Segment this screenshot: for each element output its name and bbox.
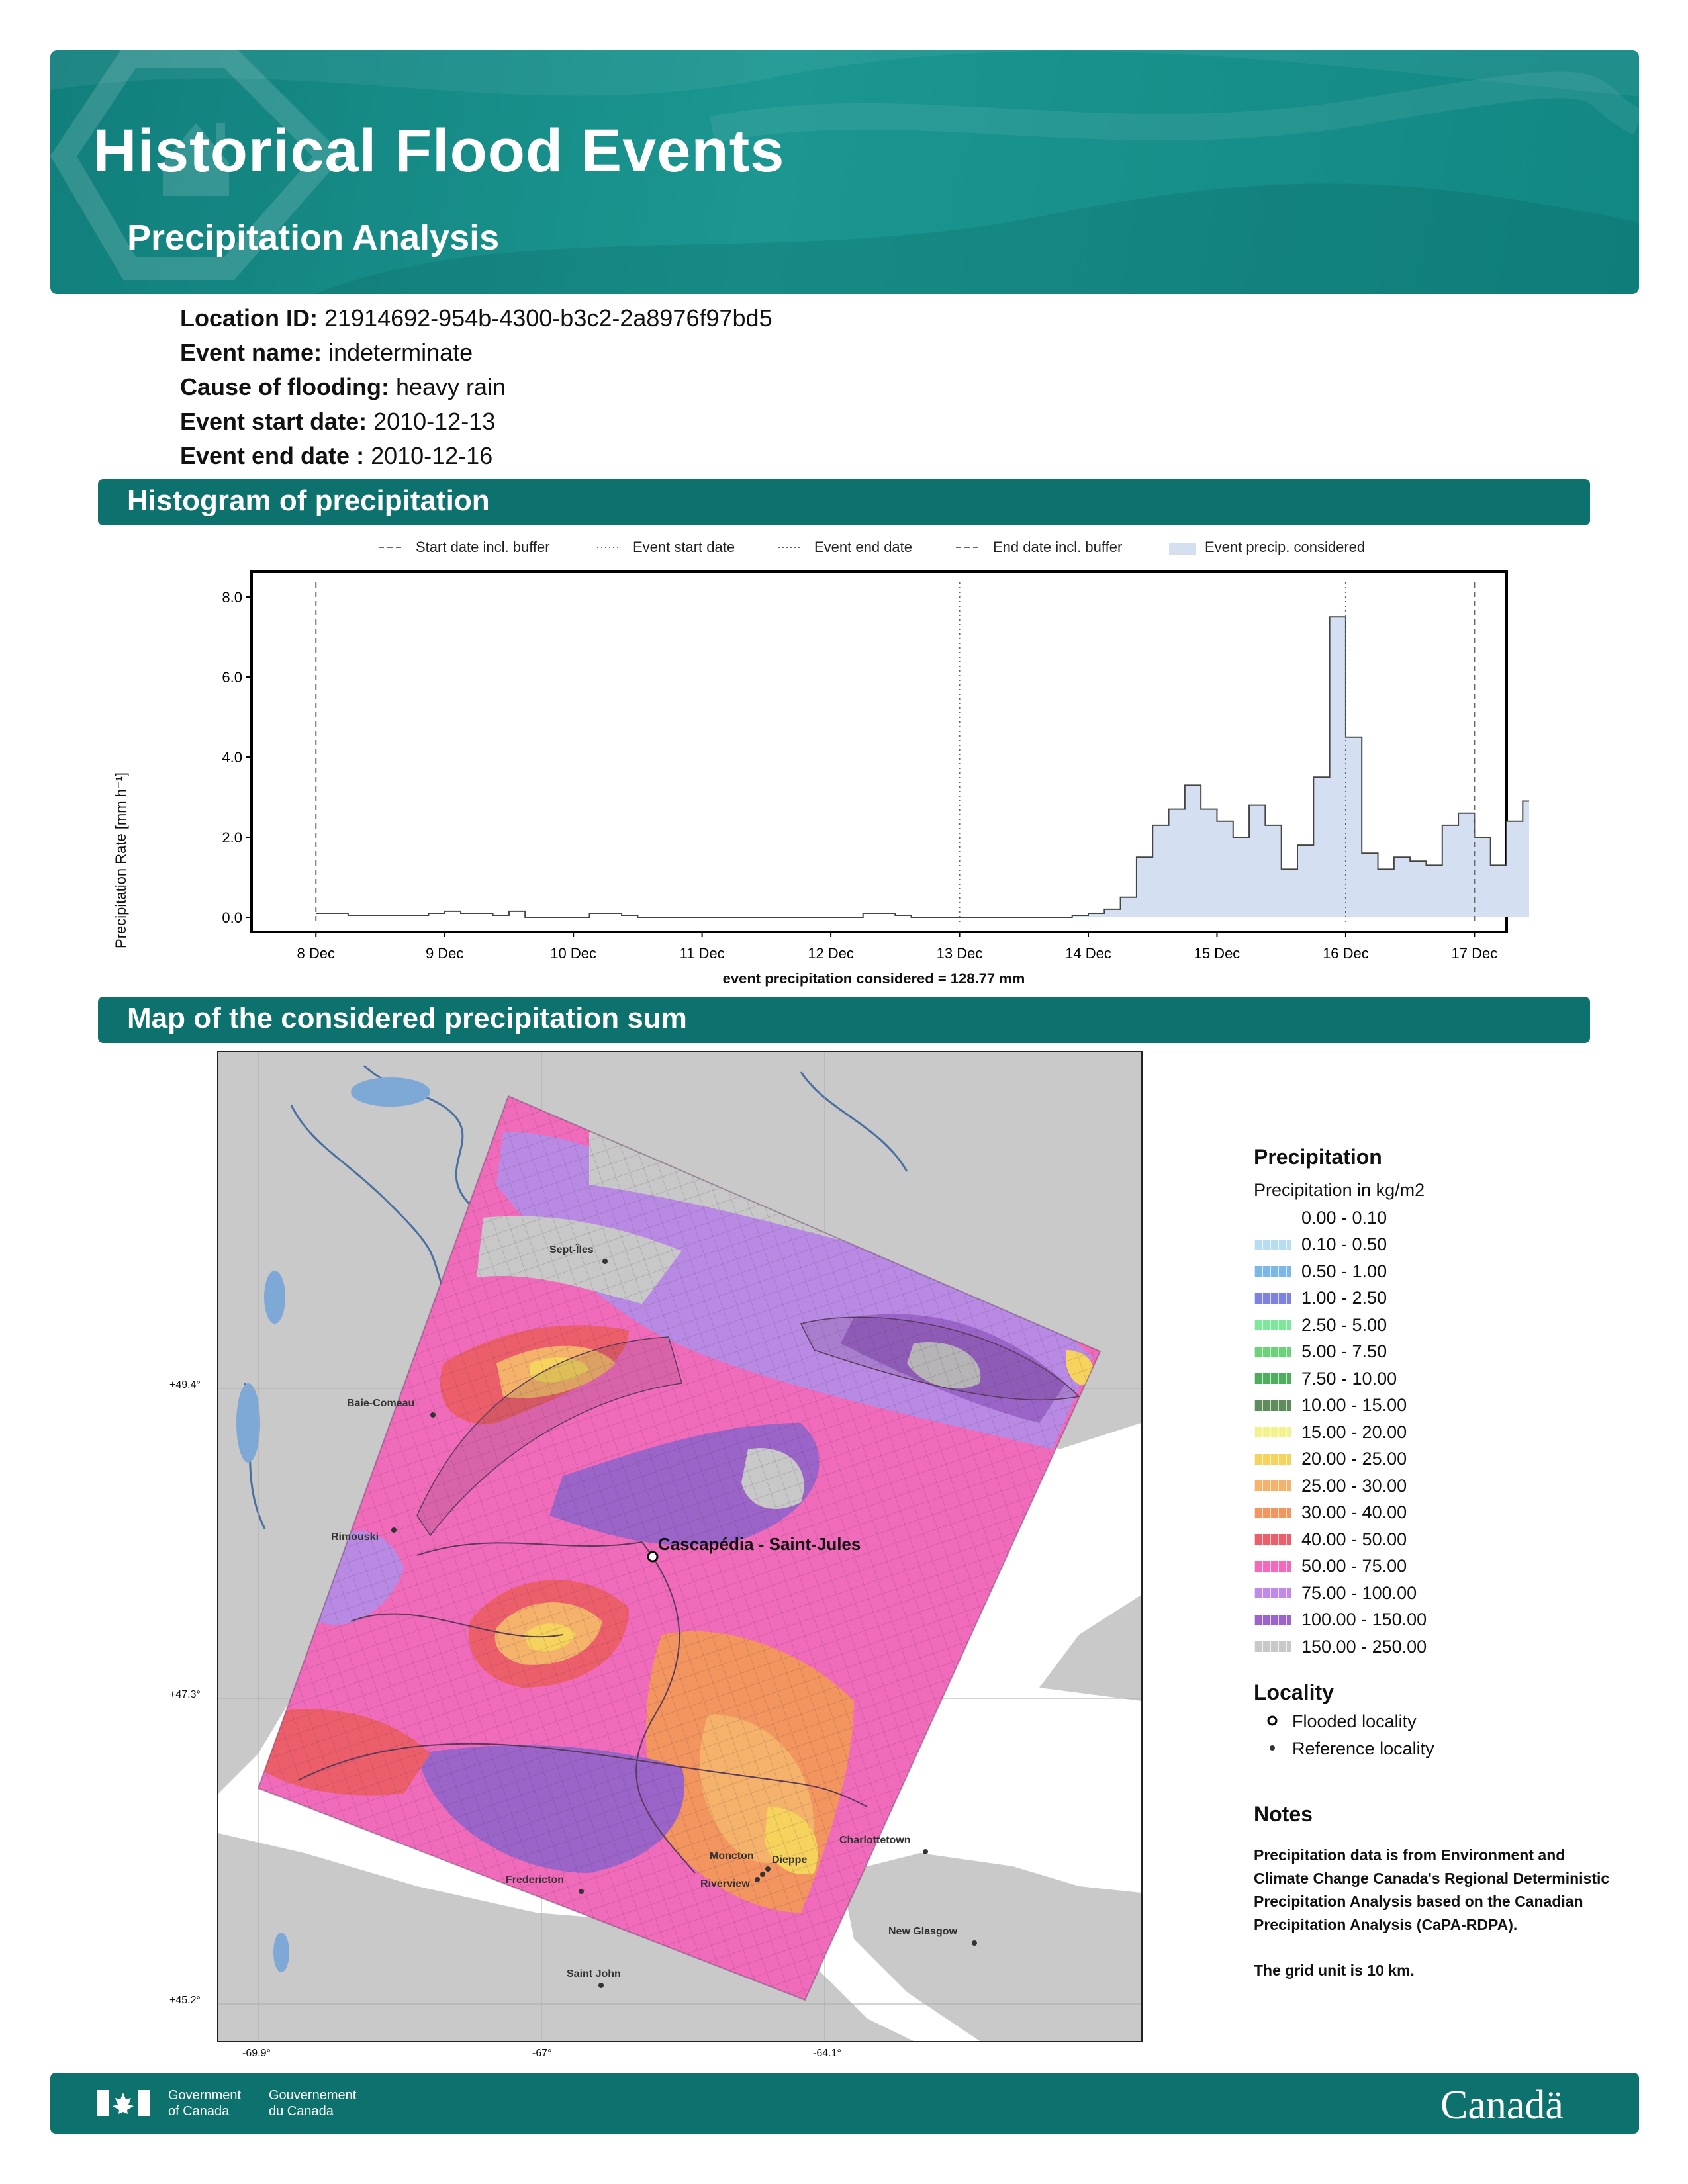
info-event-name: Event name: indeterminate [180, 339, 473, 366]
reference-marker-icon [1266, 1739, 1292, 1759]
section-map-header: Map of the considered precipitation sum [98, 997, 1590, 1043]
y-tick-label: 4.0 [222, 749, 242, 766]
lat-label-1: +49.4° [169, 1379, 201, 1390]
header-banner [50, 50, 1639, 294]
notes-title: Notes [1254, 1801, 1313, 1826]
y-tick-label: 8.0 [222, 589, 242, 606]
legend-class-row [1254, 1580, 1624, 1607]
y-tick-label: 6.0 [222, 669, 242, 686]
lat-label-2: +47.3° [169, 1689, 201, 1700]
legend-class-row [1254, 1285, 1624, 1312]
legend-swatch [1254, 1400, 1291, 1411]
legend-swatch [1254, 1615, 1291, 1625]
legend-label-start-buffer: Start date incl. buffer [416, 539, 550, 555]
legend-class-row [1254, 1473, 1624, 1500]
canada-wordmark: Canadä [1440, 2083, 1564, 2128]
legend-flooded-label: Flooded locality [1292, 1711, 1417, 1732]
legend-swatch [1254, 1320, 1291, 1330]
legend-swatch [1254, 1212, 1291, 1223]
legend-class-label: 40.00 - 50.00 [1301, 1529, 1407, 1549]
chart-ylabel: Precipitation Rate [mm h⁻¹] [113, 772, 129, 948]
legend-class-row [1254, 1365, 1624, 1392]
y-tick-label: 2.0 [222, 829, 242, 846]
place-saint-john: Saint John [567, 1968, 621, 1979]
gov-fr: Gouvernement du Canada [269, 2088, 357, 2118]
x-tick-label: 11 Dec [679, 945, 725, 962]
legend-class-label: 0.00 - 0.10 [1301, 1207, 1387, 1228]
flooded-locality-marker [648, 1552, 657, 1561]
x-tick-label: 12 Dec [808, 945, 854, 962]
legend-subtitle: Precipitation in kg/m2 [1254, 1180, 1425, 1200]
notes-text: Precipitation data is from Environment and Climate Change Canada's Regional Deterministic Precipitation Analysis based on the Canadian Precipitation Analysis (CaPA-RDPA). [1254, 1846, 1610, 1933]
legend-class-label: 20.00 - 25.00 [1301, 1449, 1407, 1469]
legend-class-label: 0.10 - 0.50 [1301, 1234, 1387, 1255]
y-tick-label: 0.0 [222, 909, 242, 926]
legend-class-row [1254, 1258, 1624, 1285]
legend-swatch [1254, 1561, 1291, 1572]
legend-class-row [1254, 1312, 1624, 1339]
legend-class-row [1254, 1205, 1624, 1232]
legend-swatch [1254, 1454, 1291, 1465]
page-subtitle: Precipitation Analysis [127, 218, 500, 257]
legend-reference-label: Reference locality [1292, 1738, 1434, 1758]
legend-swatch [1254, 1480, 1291, 1491]
legend-swatch [1254, 1293, 1291, 1304]
place-new-glasgow: New Glasgow [888, 1926, 958, 1937]
map-legend [1254, 1145, 1624, 1982]
legend-class-label: 25.00 - 30.00 [1301, 1475, 1407, 1496]
place-moncton: Moncton [710, 1850, 754, 1862]
footer-bar [50, 2073, 1639, 2134]
legend-swatch [1254, 1240, 1291, 1250]
legend-class-row [1254, 1419, 1624, 1446]
lon-label-1: -69.9° [242, 2048, 271, 2059]
legend-reference-row [1254, 1735, 1624, 1762]
x-tick-label: 14 Dec [1065, 945, 1111, 962]
legend-label-event-start: Event start date [633, 539, 735, 555]
info-cause: Cause of flooding: heavy rain [180, 373, 506, 400]
page-title: Historical Flood Events [93, 117, 785, 185]
chart-caption: event precipitation considered = 128.77 mm [722, 970, 1025, 987]
legend-class-list [1254, 1205, 1624, 1661]
place-dieppe: Dieppe [772, 1854, 808, 1866]
legend-swatch [1254, 1508, 1291, 1518]
precipitation-histogram [179, 563, 1529, 986]
legend-label-end-buffer: End date incl. buffer [993, 539, 1123, 555]
locality-title: Locality [1254, 1680, 1334, 1704]
x-tick-label: 10 Dec [550, 945, 597, 962]
notes-grid-unit: The grid unit is 10 km. [1254, 1961, 1415, 1979]
lat-label-3: +45.2° [169, 1995, 201, 2006]
x-tick-label: 17 Dec [1451, 945, 1498, 962]
legend-line-event-start [596, 544, 622, 551]
legend-class-row [1254, 1633, 1624, 1661]
legend-class-label: 50.00 - 75.00 [1301, 1556, 1407, 1576]
legend-swatch [1254, 1534, 1291, 1545]
place-cascapedia: Cascapédia - Saint-Jules [658, 1534, 861, 1554]
info-start-date: Event start date: 2010-12-13 [180, 408, 496, 435]
canada-flag-icon [97, 2090, 150, 2116]
legend-label-event-end: Event end date [814, 539, 913, 555]
event-precip-area [960, 617, 1529, 917]
place-fredericton: Fredericton [506, 1874, 565, 1886]
legend-class-label: 15.00 - 20.00 [1301, 1422, 1407, 1442]
legend-swatch [1254, 1347, 1291, 1357]
legend-swatch [1254, 1373, 1291, 1384]
legend-flooded-row [1254, 1709, 1624, 1736]
info-end-date: Event end date : 2010-12-16 [180, 442, 493, 469]
x-tick-label: 15 Dec [1194, 945, 1241, 962]
legend-line-end-buffer [955, 544, 981, 551]
place-riverview: Riverview [700, 1878, 750, 1889]
legend-class-row [1254, 1446, 1624, 1473]
legend-class-row [1254, 1339, 1624, 1366]
precipitation-map [217, 1051, 1143, 2042]
legend-class-row [1254, 1500, 1624, 1527]
x-tick-label: 13 Dec [936, 945, 983, 962]
legend-patch-event-precip [1169, 543, 1196, 555]
legend-class-label: 1.00 - 2.50 [1301, 1288, 1387, 1308]
x-tick-label: 9 Dec [425, 945, 464, 962]
gov-en: Government of Canada [168, 2088, 242, 2118]
x-tick-label: 8 Dec [297, 945, 335, 962]
legend-line-start-buffer [377, 544, 404, 551]
place-rimouski: Rimouski [331, 1531, 379, 1543]
place-charlottetown: Charlottetown [839, 1835, 911, 1846]
legend-class-row [1254, 1607, 1624, 1634]
legend-line-event-end [777, 544, 804, 551]
lon-label-3: -64.1° [813, 2048, 841, 2059]
legend-class-label: 0.50 - 1.00 [1301, 1261, 1387, 1281]
legend-swatch [1254, 1641, 1291, 1652]
legend-title: Precipitation [1254, 1145, 1382, 1169]
legend-label-event-precip: Event precip. considered [1205, 539, 1366, 555]
legend-class-label: 10.00 - 15.00 [1301, 1395, 1407, 1416]
legend-class-label: 7.50 - 10.00 [1301, 1368, 1397, 1388]
x-tick-label: 16 Dec [1323, 945, 1369, 962]
legend-class-row [1254, 1232, 1624, 1259]
section-histogram-header: Histogram of precipitation [98, 479, 1590, 525]
legend-swatch [1254, 1427, 1291, 1437]
legend-class-label: 150.00 - 250.00 [1301, 1636, 1427, 1657]
legend-class-label: 75.00 - 100.00 [1301, 1582, 1417, 1603]
info-location-id: Location ID: 21914692-954b-4300-b3c2-2a8976f97bd5 [180, 304, 773, 332]
chart-legend [377, 537, 1410, 560]
legend-class-row [1254, 1553, 1624, 1580]
lon-label-2: -67° [532, 2048, 552, 2059]
legend-class-label: 30.00 - 40.00 [1301, 1502, 1407, 1523]
legend-class-row [1254, 1392, 1624, 1420]
legend-swatch [1254, 1588, 1291, 1598]
place-baie-comeau: Baie-Comeau [347, 1398, 415, 1409]
legend-class-row [1254, 1526, 1624, 1553]
legend-class-label: 5.00 - 7.50 [1301, 1342, 1387, 1362]
place-sept-iles: Sept-Îles [549, 1244, 594, 1255]
legend-class-label: 2.50 - 5.00 [1301, 1314, 1387, 1335]
legend-class-label: 100.00 - 150.00 [1301, 1610, 1427, 1630]
flooded-marker-icon [1266, 1711, 1292, 1732]
legend-swatch [1254, 1266, 1291, 1277]
